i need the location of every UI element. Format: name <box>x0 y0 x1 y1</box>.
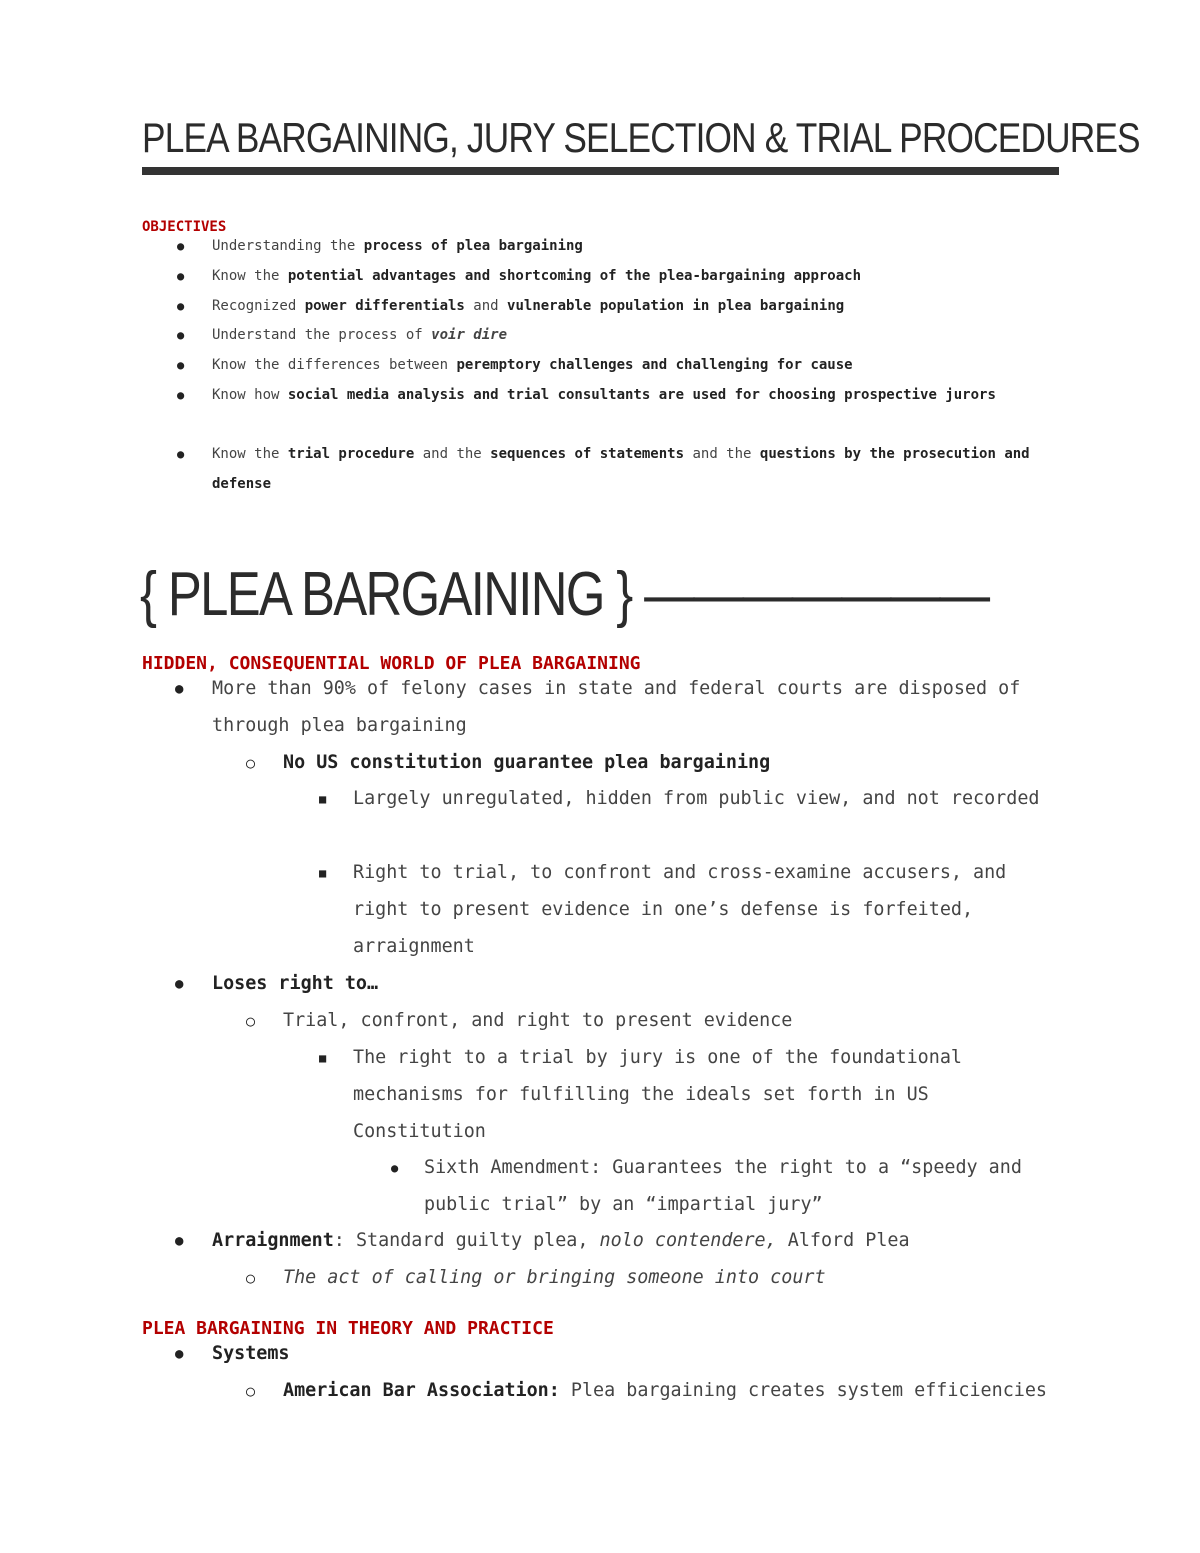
objective-item: ● Know the differences between peremptory challenges and challenging for cause <box>212 351 1042 381</box>
list-item: ■ Right to trial, to confront and cross-examine accusers, and right to present evidence in one’s defense is forfeited, arraignment <box>353 855 1063 965</box>
title-rule <box>142 167 1059 175</box>
list-item: ○ Trial, confront, and right to present evidence <box>283 1003 1063 1040</box>
section-title: { PLEA BARGAINING } ——————— <box>140 560 989 629</box>
theory-practice-heading: PLEA BARGAINING IN THEORY AND PRACTICE <box>142 1318 554 1339</box>
objectives-heading: OBJECTIVES <box>142 219 227 235</box>
objective-item: ● Recognized power differentials and vulnerable population in plea bargaining <box>212 292 1042 322</box>
bullet-marker: ● <box>391 1161 399 1175</box>
hidden-world-heading: HIDDEN, CONSEQUENTIAL WORLD OF PLEA BARGAINING <box>142 653 641 674</box>
bullet-marker: ● <box>177 388 185 402</box>
bullet-marker: ○ <box>246 754 256 772</box>
bullet-marker: ○ <box>246 1012 256 1030</box>
bullet-marker: ● <box>175 976 184 992</box>
list-item: ● Loses right to… <box>212 966 1062 1003</box>
list-item: ● Systems <box>212 1336 1062 1373</box>
bullet-marker: ● <box>177 328 185 342</box>
bullet-marker: ○ <box>246 1382 256 1400</box>
bullet-marker: ● <box>177 299 185 313</box>
bullet-marker: ■ <box>319 1051 327 1065</box>
bullet-marker: ● <box>175 681 184 697</box>
list-item: ● More than 90% of felony cases in state and federal courts are disposed of through plea bargaining <box>212 671 1062 745</box>
list-item: ○ American Bar Association: Plea bargaining creates system efficiencies <box>283 1373 1063 1410</box>
list-item: ○ The act of calling or bringing someone into court <box>283 1260 1063 1297</box>
objective-item: ● Understand the process of voir dire <box>212 321 1042 351</box>
bullet-marker: ● <box>177 447 185 461</box>
page-title: PLEA BARGAINING, JURY SELECTION & TRIAL PROCEDURES <box>142 114 1140 161</box>
list-item: ■ Largely unregulated, hidden from public view, and not recorded <box>353 781 1063 818</box>
bullet-marker: ■ <box>319 792 327 806</box>
objective-item: ● Understanding the process of plea bargaining <box>212 232 1042 262</box>
objective-item: ● Know the potential advantages and shortcoming of the plea-bargaining approach <box>212 262 1042 292</box>
bullet-marker: ● <box>175 1233 184 1249</box>
bullet-marker: ● <box>177 239 185 253</box>
bullet-marker: ● <box>177 269 185 283</box>
bullet-marker: ● <box>177 358 185 372</box>
bullet-marker: ○ <box>246 1269 256 1287</box>
objective-item: ● Know the trial procedure and the sequences of statements and the questions by the prosecution and defense <box>212 440 1042 499</box>
list-item: ○ No US constitution guarantee plea bargaining <box>283 745 1063 782</box>
bullet-marker: ● <box>175 1346 184 1362</box>
list-item: ■ The right to a trial by jury is one of the foundational mechanisms for fulfilling the ideals set forth in US Constitution <box>353 1040 1063 1150</box>
list-item: ● Arraignment: Standard guilty plea, nolo contendere, Alford Plea <box>212 1223 1062 1260</box>
objective-item: ● Know how social media analysis and trial consultants are used for choosing prospective jurors <box>212 381 1042 411</box>
bullet-marker: ■ <box>319 866 327 880</box>
list-item: ● Sixth Amendment: Guarantees the right to a “speedy and public trial” by an “impartial jury” <box>424 1150 1064 1224</box>
